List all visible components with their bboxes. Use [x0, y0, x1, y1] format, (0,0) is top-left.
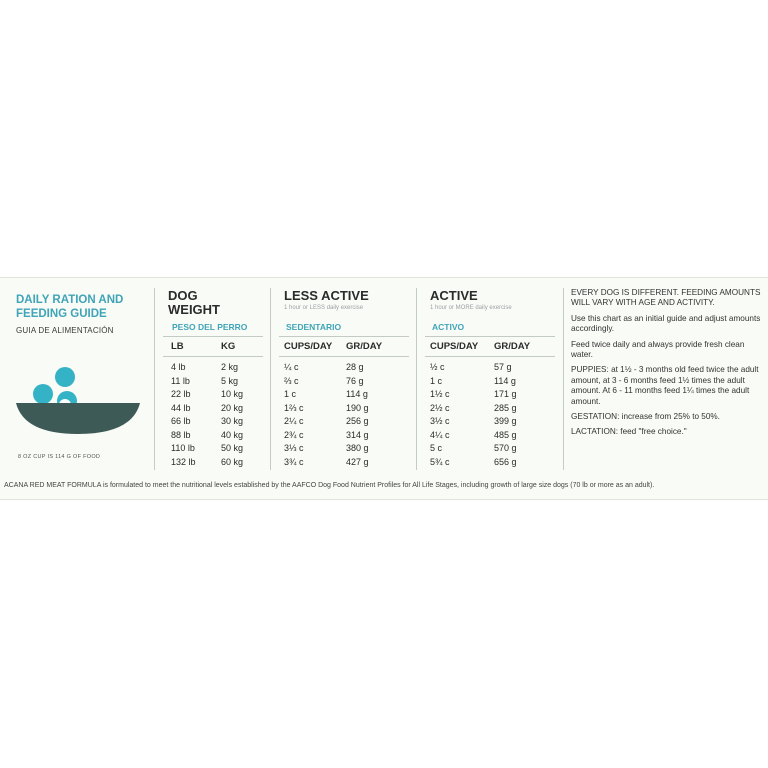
- cell-lb: 22 lb: [171, 389, 191, 399]
- header-rule: [279, 356, 409, 357]
- notes-gestation: GESTATION: increase from 25% to 50%.: [571, 412, 720, 422]
- cell-active-cups: 5 c: [430, 443, 443, 453]
- guide-title: DAILY RATION AND FEEDING GUIDE: [16, 294, 124, 320]
- cell-active-gr: 399 g: [494, 416, 517, 426]
- cell-active-cups: 2½ c: [430, 402, 450, 413]
- cell-active-gr: 114 g: [494, 375, 516, 386]
- cell-active-gr: 656 g: [494, 456, 517, 467]
- cell-active-gr: 171 g: [494, 389, 517, 399]
- cell-active-cups: 3½ c: [430, 416, 450, 426]
- cell-less-active-cups: 2¾ c: [284, 429, 304, 440]
- cell-kg: 10 kg: [221, 389, 244, 399]
- cell-lb: 66 lb: [171, 416, 191, 426]
- header-less-active-cups: CUPS/DAY: [284, 341, 333, 352]
- cell-less-active-cups: 1⅔ c: [284, 402, 304, 413]
- cell-lb: 11 lb: [171, 375, 190, 386]
- cell-less-active-cups: ⅔ c: [284, 375, 299, 386]
- header-kg: KG: [221, 341, 236, 352]
- divider: [416, 288, 417, 470]
- cell-kg: 30 kg: [221, 416, 244, 426]
- header-lb: LB: [171, 341, 184, 352]
- active-heading: ACTIVE: [430, 288, 478, 303]
- formula-statement: [4, 482, 654, 489]
- cell-less-active-cups: 1 c: [284, 389, 297, 399]
- notes-feed: Feed twice daily and always provide fresh clean water.: [571, 339, 745, 360]
- formula-text: is formulated to meet the nutritional levels established by the AAFCO Dog Food Nutrient Profiles for All Life Stages, including growth of large size dogs (70 lb or more as an adult).: [102, 482, 655, 489]
- cell-less-active-gr: 314 g: [346, 429, 369, 440]
- cell-active-cups: 1½ c: [430, 389, 450, 399]
- cell-kg: 50 kg: [221, 443, 244, 453]
- header-less-active-gr: GR/DAY: [346, 341, 383, 352]
- less-active-note: 1 hour or LESS daily exercise: [284, 305, 364, 311]
- notes-lactation: LACTATION: feed "free choice.": [571, 427, 687, 437]
- cell-lb: 132 lb: [171, 456, 196, 467]
- less-active-heading: LESS ACTIVE: [284, 288, 369, 303]
- cell-active-gr: 285 g: [494, 402, 517, 413]
- cell-less-active-gr: 256 g: [346, 416, 369, 426]
- cell-less-active-gr: 427 g: [346, 456, 369, 467]
- cell-active-gr: 570 g: [494, 443, 517, 453]
- divider: [563, 288, 564, 470]
- cell-lb: 88 lb: [171, 429, 191, 440]
- notes-use: Use this chart as an initial guide and adjust amounts accordingly.: [571, 313, 761, 334]
- header-rule: [163, 336, 263, 337]
- header-rule: [425, 356, 555, 357]
- cell-lb: 4 lb: [171, 362, 186, 372]
- cell-active-gr: 57 g: [494, 362, 512, 372]
- feeding-notes: [571, 288, 761, 443]
- active-subheading: ACTIVO: [432, 322, 465, 332]
- cell-lb: 44 lb: [171, 402, 191, 413]
- dog-weight-subheading: PESO DEL PERRO: [172, 322, 248, 332]
- notes-intro: EVERY DOG IS DIFFERENT. FEEDING AMOUNTS WILL VARY WITH AGE AND ACTIVITY.: [571, 288, 761, 308]
- cell-less-active-gr: 190 g: [346, 402, 369, 413]
- notes-puppies: PUPPIES: at 1½ - 3 months old feed twice the adult amount, at 3 - 6 months feed 1½ times the adult amount. At 6 - 11 months feed 1¼ times the adult amount.: [571, 365, 759, 406]
- cell-less-active-cups: 2¼ c: [284, 416, 304, 426]
- header-rule: [425, 336, 555, 337]
- cell-less-active-gr: 76 g: [346, 375, 364, 386]
- cell-kg: 60 kg: [221, 456, 244, 467]
- bowl-icon: [14, 364, 142, 434]
- cell-less-active-cups: ¼ c: [284, 362, 299, 372]
- cell-active-cups: ½ c: [430, 362, 445, 372]
- food-bowl-illustration: [14, 364, 142, 434]
- cell-less-active-gr: 114 g: [346, 389, 368, 399]
- header-rule: [279, 336, 409, 337]
- cell-lb: 110 lb: [171, 443, 195, 453]
- divider: [154, 288, 155, 470]
- cell-kg: 20 kg: [221, 402, 244, 413]
- cell-kg: 40 kg: [221, 429, 244, 440]
- cell-active-cups: 4¼ c: [430, 429, 450, 440]
- active-note: 1 hour or MORE daily exercise: [430, 305, 512, 311]
- cell-active-cups: 1 c: [430, 375, 443, 386]
- less-active-subheading: SEDENTARIO: [286, 322, 342, 332]
- cell-kg: 2 kg: [221, 362, 239, 372]
- formula-brand: ACANA RED MEAT FORMULA: [4, 482, 101, 489]
- guide-title-spanish: GUIA DE ALIMENTACIÓN: [16, 326, 114, 335]
- cell-active-cups: 5¾ c: [430, 456, 450, 467]
- cell-less-active-gr: 380 g: [346, 443, 369, 453]
- dog-weight-heading: DOG WEIGHT: [168, 288, 220, 317]
- cell-less-active-cups: 3¾ c: [284, 456, 304, 467]
- cup-note: 8 OZ CUP IS 114 G OF FOOD: [18, 454, 101, 460]
- divider: [270, 288, 271, 470]
- header-active-gr: GR/DAY: [494, 341, 531, 352]
- header-active-cups: CUPS/DAY: [430, 341, 479, 352]
- cell-less-active-gr: 28 g: [346, 362, 364, 372]
- feeding-guide-panel: [0, 277, 768, 500]
- header-rule: [163, 356, 263, 357]
- cell-less-active-cups: 3⅓ c: [284, 443, 304, 453]
- cell-kg: 5 kg: [221, 375, 239, 386]
- cell-active-gr: 485 g: [494, 429, 517, 440]
